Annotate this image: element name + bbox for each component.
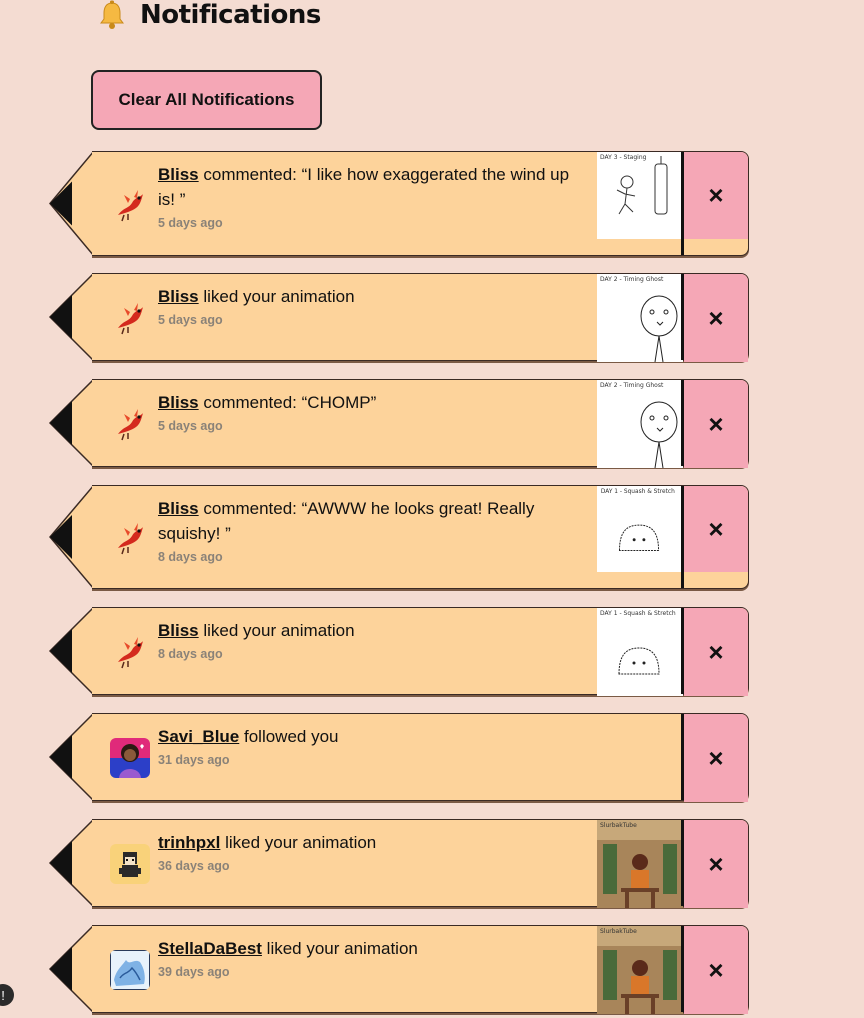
thumbnail-caption: DAY 1 - Squash & Stretch <box>600 610 676 617</box>
timestamp: 5 days ago <box>158 419 223 433</box>
notification-message <box>158 390 578 415</box>
notification-text: liked your animation <box>198 287 355 306</box>
notification-text: liked your animation <box>220 833 377 852</box>
bird-avatar[interactable] <box>110 518 150 558</box>
thumbnail-caption: DAY 2 - Timing Ghost <box>600 382 664 389</box>
animation-thumbnail[interactable] <box>597 926 683 1014</box>
username-link[interactable]: trinhpxl <box>158 833 221 852</box>
animation-thumbnail[interactable] <box>597 820 683 908</box>
page-title: Notifications <box>140 0 321 30</box>
notification-message <box>158 724 578 749</box>
animation-thumbnail[interactable] <box>597 152 683 239</box>
notification-text: commented: “I like how exaggerated the wind up is! ” <box>158 165 570 209</box>
notification-card <box>92 151 749 256</box>
notification-item <box>48 273 749 361</box>
notification-item <box>48 607 749 695</box>
timestamp: 8 days ago <box>158 550 223 564</box>
timestamp: 36 days ago <box>158 859 230 873</box>
girl-avatar[interactable] <box>110 738 150 778</box>
notification-text: commented: “AWWW he looks great! Really squishy! ” <box>158 499 535 543</box>
notification-card <box>92 485 749 589</box>
pencil-tip <box>48 607 94 695</box>
notification-item <box>48 151 749 256</box>
bird-avatar[interactable] <box>110 404 150 444</box>
notification-message <box>158 496 578 546</box>
page-header <box>96 0 321 32</box>
notification-card <box>92 379 749 467</box>
thumbnail-caption: SlurbakTube <box>600 822 637 829</box>
username-link[interactable]: Bliss <box>158 621 199 640</box>
dismiss-notification-button[interactable]: × <box>684 274 748 362</box>
notification-item <box>48 485 749 589</box>
dismiss-notification-button[interactable]: × <box>684 380 748 468</box>
bird-avatar[interactable] <box>110 632 150 672</box>
username-link[interactable]: Bliss <box>158 287 199 306</box>
animation-thumbnail[interactable] <box>597 608 683 696</box>
username-link[interactable]: Bliss <box>158 499 199 518</box>
timestamp: 39 days ago <box>158 965 230 979</box>
notification-content <box>158 496 578 564</box>
notification-item <box>48 379 749 467</box>
username-link[interactable]: StellaDaBest <box>158 939 262 958</box>
bird-avatar[interactable] <box>110 298 150 338</box>
animation-thumbnail[interactable] <box>597 380 683 468</box>
notification-content <box>158 724 578 767</box>
notification-message <box>158 284 578 309</box>
thumbnail-caption: DAY 3 - Staging <box>600 154 647 161</box>
notification-message <box>158 162 578 212</box>
dismiss-notification-button[interactable]: × <box>684 152 748 239</box>
username-link[interactable]: Savi_Blue <box>158 727 240 746</box>
notification-content <box>158 284 578 327</box>
timestamp: 31 days ago <box>158 753 230 767</box>
thumbnail-caption: DAY 1 - Squash & Stretch <box>600 488 675 495</box>
thumbnail-caption: SlurbakTube <box>600 928 637 935</box>
notification-content <box>158 936 578 979</box>
notification-card <box>92 607 749 695</box>
dismiss-notification-button[interactable]: × <box>684 608 748 696</box>
ice-avatar[interactable] <box>110 950 150 990</box>
dismiss-notification-button[interactable]: × <box>684 486 748 572</box>
thumbnail-caption: DAY 2 - Timing Ghost <box>600 276 664 283</box>
notification-message <box>158 936 578 961</box>
notification-message <box>158 830 578 855</box>
animation-thumbnail[interactable] <box>597 274 683 362</box>
notification-text: liked your animation <box>198 621 355 640</box>
dismiss-notification-button[interactable]: × <box>684 714 748 802</box>
pixel-avatar[interactable] <box>110 844 150 884</box>
notification-message <box>158 618 578 643</box>
username-link[interactable]: Bliss <box>158 393 199 412</box>
timestamp: 8 days ago <box>158 647 223 661</box>
timestamp: 5 days ago <box>158 216 223 230</box>
animation-thumbnail[interactable] <box>597 486 683 572</box>
username-link[interactable]: Bliss <box>158 165 199 184</box>
notification-card <box>92 273 749 361</box>
help-icon[interactable]: ! <box>0 984 14 1006</box>
notification-content <box>158 618 578 661</box>
pencil-tip <box>48 379 94 467</box>
dismiss-notification-button[interactable]: × <box>684 820 748 908</box>
pencil-tip <box>48 273 94 361</box>
pencil-tip <box>48 713 94 801</box>
notification-card <box>92 819 749 907</box>
notification-content <box>158 390 578 433</box>
pencil-tip <box>48 151 94 256</box>
notification-content <box>158 830 578 873</box>
notification-text: commented: “CHOMP” <box>198 393 377 412</box>
timestamp: 5 days ago <box>158 313 223 327</box>
notification-text: liked your animation <box>261 939 418 958</box>
pencil-tip <box>48 485 94 589</box>
bell-icon <box>96 0 128 31</box>
notification-card <box>92 713 749 801</box>
bird-avatar[interactable] <box>110 185 150 225</box>
notification-item <box>48 819 749 907</box>
pencil-tip <box>48 819 94 907</box>
notification-item <box>48 713 749 801</box>
clear-all-notifications-button[interactable]: Clear All Notifications <box>91 70 322 130</box>
notification-content <box>158 162 578 230</box>
dismiss-notification-button[interactable]: × <box>684 926 748 1014</box>
notification-text: followed you <box>239 727 339 746</box>
